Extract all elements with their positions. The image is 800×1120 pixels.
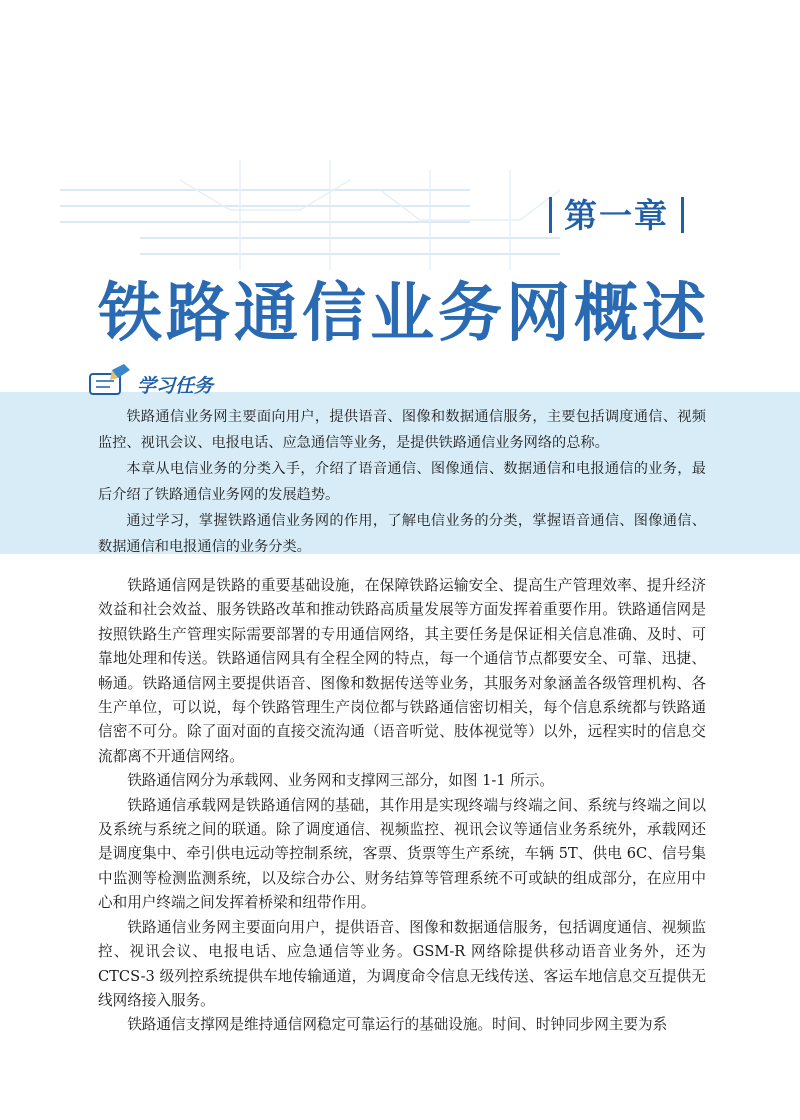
chapter-title: 铁路通信业务网概述 [98,277,710,351]
task-paragraph: 通过学习，掌握铁路通信业务网的作用，了解电信业务的分类，掌握语音通信、图像通信、数据通信和电报通信的业务分类。 [98,513,706,555]
body-paragraph: 铁路通信业务网主要面向用户，提供语音、图像和数据通信服务，包括调度通信、视频监控、视讯会议、电报电话、应急通信等业务。GSM-R 网络除提供移动语音业务外，还为 CTCS-3 级列控系统提供车地传输通道，为调度命令信息无线传送、客运车地信息交互提供无线网络接入服务。 [98,918,706,1009]
chapter-heading [537,190,696,237]
body-paragraph: 铁路通信承载网是铁路通信网的基础，其作用是实现终端与终端之间、系统与终端之间以及系统与系统之间的联通。除了调度通信、视频监控、视讯会议等通信业务系统外，承载网还是调度集中、牵引供电远动等控制系统，客票、货票等生产系统，车辆 5T、供电 6C、信号集中监测等检测监测系统，以及综合办公、财务结算等管理系统不可或缺的组成部分，在应用中心和用户终端之间发挥着桥梁和纽带作用。 [98,796,706,912]
body-paragraph: 铁路通信网分为承载网、业务网和支撑网三部分，如图 1-1 所示。 [127,772,555,790]
pen-notebook-icon [88,364,132,398]
learning-task-text [98,404,706,560]
body-paragraph: 铁路通信网是铁路的重要基础设施，在保障铁路运输安全、提高生产管理效率、提升经济效益和社会效益、服务铁路改革和推动铁路高质量发展等方面发挥着重要作用。铁路通信网是按照铁路生产管理实际需要部署的专用通信网络，其主要任务是保证相关信息准确、及时、可靠地处理和传送。铁路通信网具有全程全网的特点，每一个通信节点都要安全、可靠、迅捷、畅通。铁路通信网主要提供语音、图像和数据传送等业务，其服务对象涵盖各级管理机构、各生产单位，可以说，每个铁路管理生产岗位都与铁路通信密切相关，每个信息系统都与铁路通信密不可分。除了面对面的直接交流沟通（语音听觉、肢体视觉等）以外，远程实时的信息交流都离不开通信网络。 [98,577,706,765]
task-paragraph: 本章从电信业务的分类入手，介绍了语音通信、图像通信、数据通信和电报通信的业务，最后介绍了铁路通信业务网的发展趋势。 [98,461,706,503]
chapter-bar-left [549,197,552,233]
learning-task-label: 学习任务 [137,375,214,397]
chapter-label: 第一章 [564,196,669,235]
chapter-bar-right [681,197,684,233]
body-text [98,574,706,1038]
body-paragraph: 铁路通信支撑网是维持通信网稳定可靠运行的基础设施。时间、时钟同步网主要为系 [127,1016,668,1034]
task-paragraph: 铁路通信业务网主要面向用户，提供语音、图像和数据通信服务，主要包括调度通信、视频监控、视讯会议、电报电话、应急通信等业务，是提供铁路通信业务网络的总称。 [98,409,706,451]
